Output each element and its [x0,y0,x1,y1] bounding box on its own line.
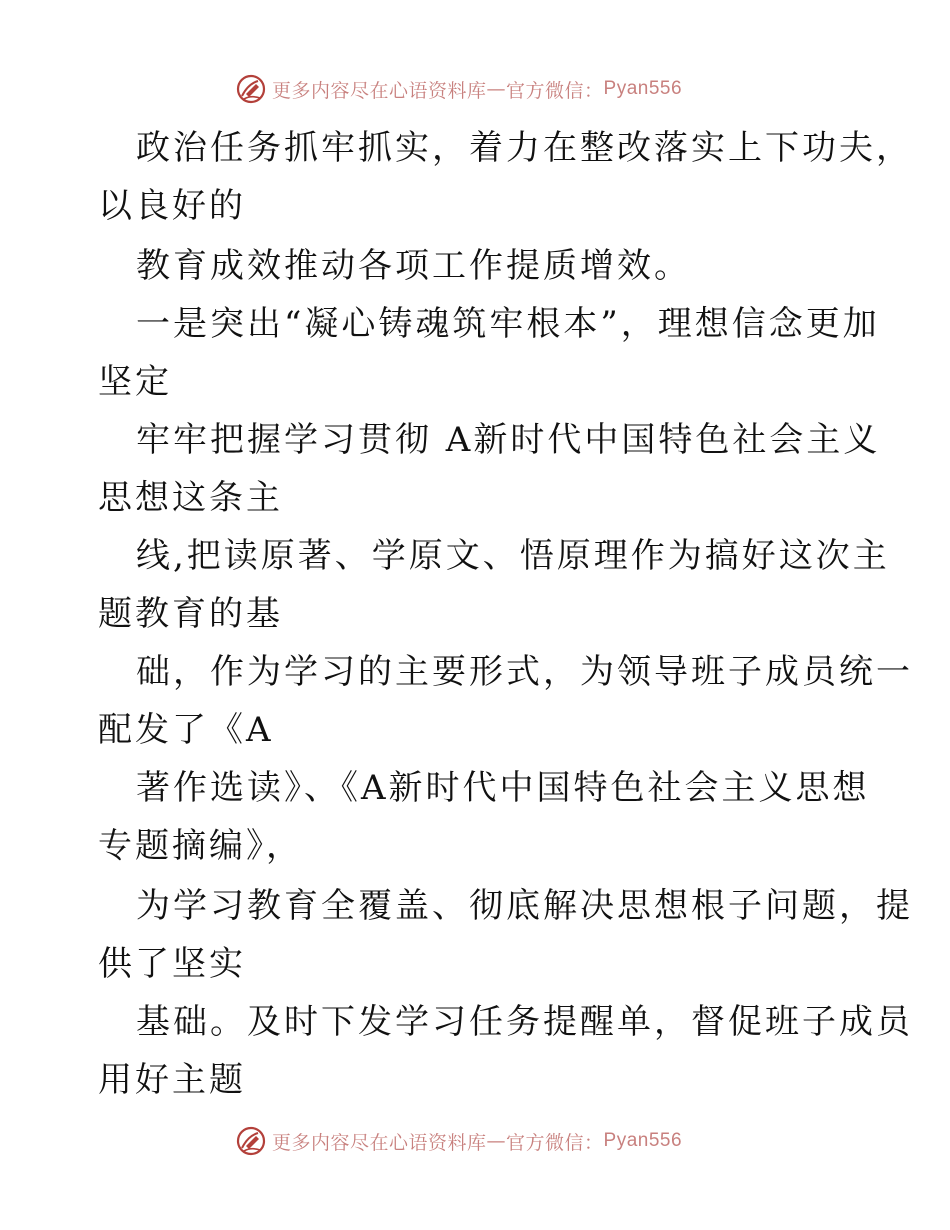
watermark-text: 更多内容尽在心语资料库 [272,1131,487,1154]
body-line: 教育成效推动各项工作提质增效。 [136,246,691,286]
body-line: 线,把读原著、学原文、悟原理作为搞好这次主 [136,536,890,576]
body-line: 础，作为学习的主要形式，为领导班子成员统一 [136,652,913,692]
watermark-id: Pyan556 [603,78,683,99]
watermark-dash: — [486,78,507,100]
body-line: 坚定 [98,362,172,402]
watermark-contact: 官方微信： [506,1131,604,1154]
body-line: 政治任务抓牢抓实，着力在整改落实上下功夫， [136,128,913,168]
body-line: 用好主题 [98,1060,246,1100]
body-line: 以良好的 [98,186,246,226]
body-line: 供了坚实 [98,944,246,984]
body-line: 著作选读》、《A新时代中国特色社会主义思想 [136,768,870,808]
body-line: 一是突出“凝心铸魂筑牢根本”，理想信念更加 [136,304,880,344]
pen-logo-icon [236,74,266,104]
body-line: 为学习教育全覆盖、彻底解决思想根子问题，提 [136,886,913,926]
body-line: 专题摘编》， [98,826,303,866]
body-line: 题教育的基 [98,594,283,634]
footer-watermark [236,1124,756,1158]
watermark-id: Pyan556 [603,1130,683,1151]
body-line: 基础。及时下发学习任务提醒单，督促班子成员 [136,1002,913,1042]
body-line: 牢牢把握学习贯彻 A新时代中国特色社会主义 [136,420,881,460]
pen-logo-icon [236,1126,266,1156]
header-watermark [236,72,756,106]
body-line: 思想这条主 [98,478,283,518]
watermark-contact: 官方微信： [506,79,604,102]
watermark-dash: — [486,1130,507,1152]
body-line: 配发了《A [98,710,274,750]
watermark-text: 更多内容尽在心语资料库 [272,79,487,102]
